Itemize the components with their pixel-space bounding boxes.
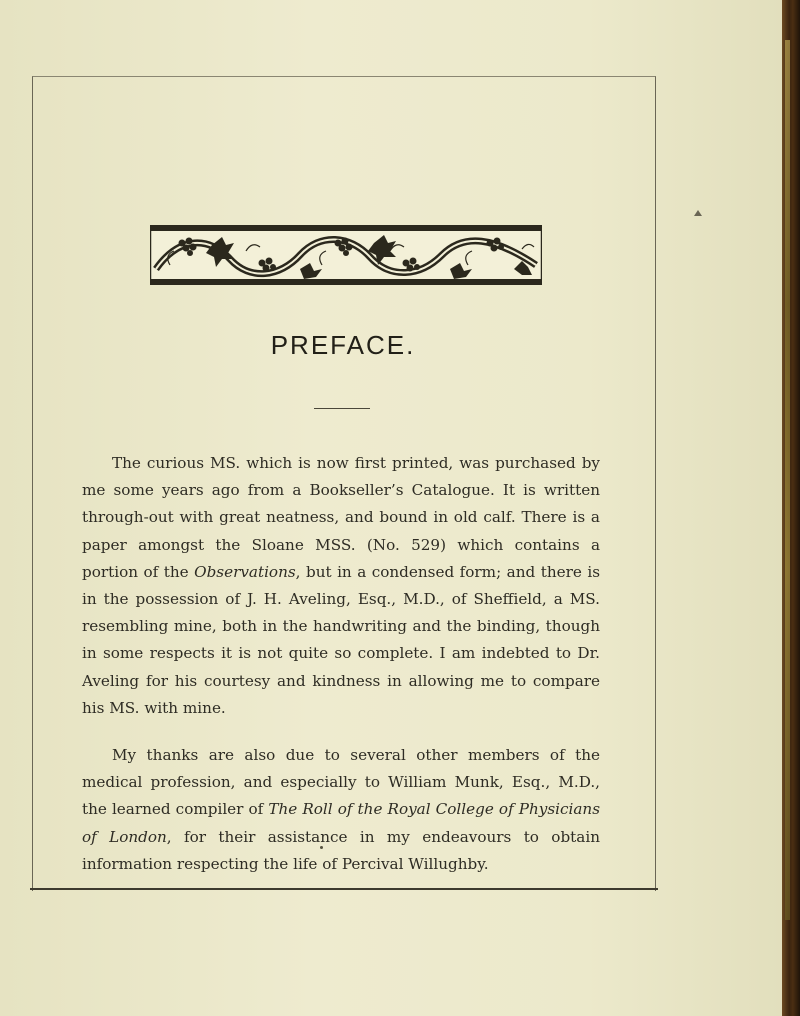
body-text: My thanks are also due to several other members of the medical profession, and especially to William Munk, Esq., M.D., the learned compiler of [82,746,600,819]
body-text: The curious MS. which is now first printed, was purchased by me some years ago from a Bookseller’s Catalogue. It is written through-out with great neatness, and bound in old calf. There is a paper amongst the Sloane MSS. (No. 529) which contains a portion of the [82,454,600,581]
title-rule [314,408,370,409]
preface-paragraph [82,450,600,722]
ink-dot [320,846,323,849]
page-mark-icon [694,210,702,216]
italic-title-text: Observations [194,562,296,581]
book-spine [782,0,800,1016]
body-text: , for their assistance in my endeavours to obtain information respecting the life of Percival Willughby. [82,827,600,873]
body-text: , but in a condensed form; and there is in the possession of J. H. Aveling, Esq., M.D., of Sheffield, a MS. resembling mine, both in the handwriting and the binding, though in some respects it is not quite so complete. I am indebted to Dr. Aveling for his courtesy and kindness in allowing me to compare his MS. with mine. [82,562,600,717]
page-title: PREFACE. [270,330,416,360]
preface-paragraph [82,742,600,878]
italic-title-text: The Roll of the Royal College of Physicians of London [82,800,600,846]
grapevine-headpiece-ornament-icon [150,225,542,285]
page-frame-bottom-rule [30,888,658,890]
preface-body [82,450,600,878]
